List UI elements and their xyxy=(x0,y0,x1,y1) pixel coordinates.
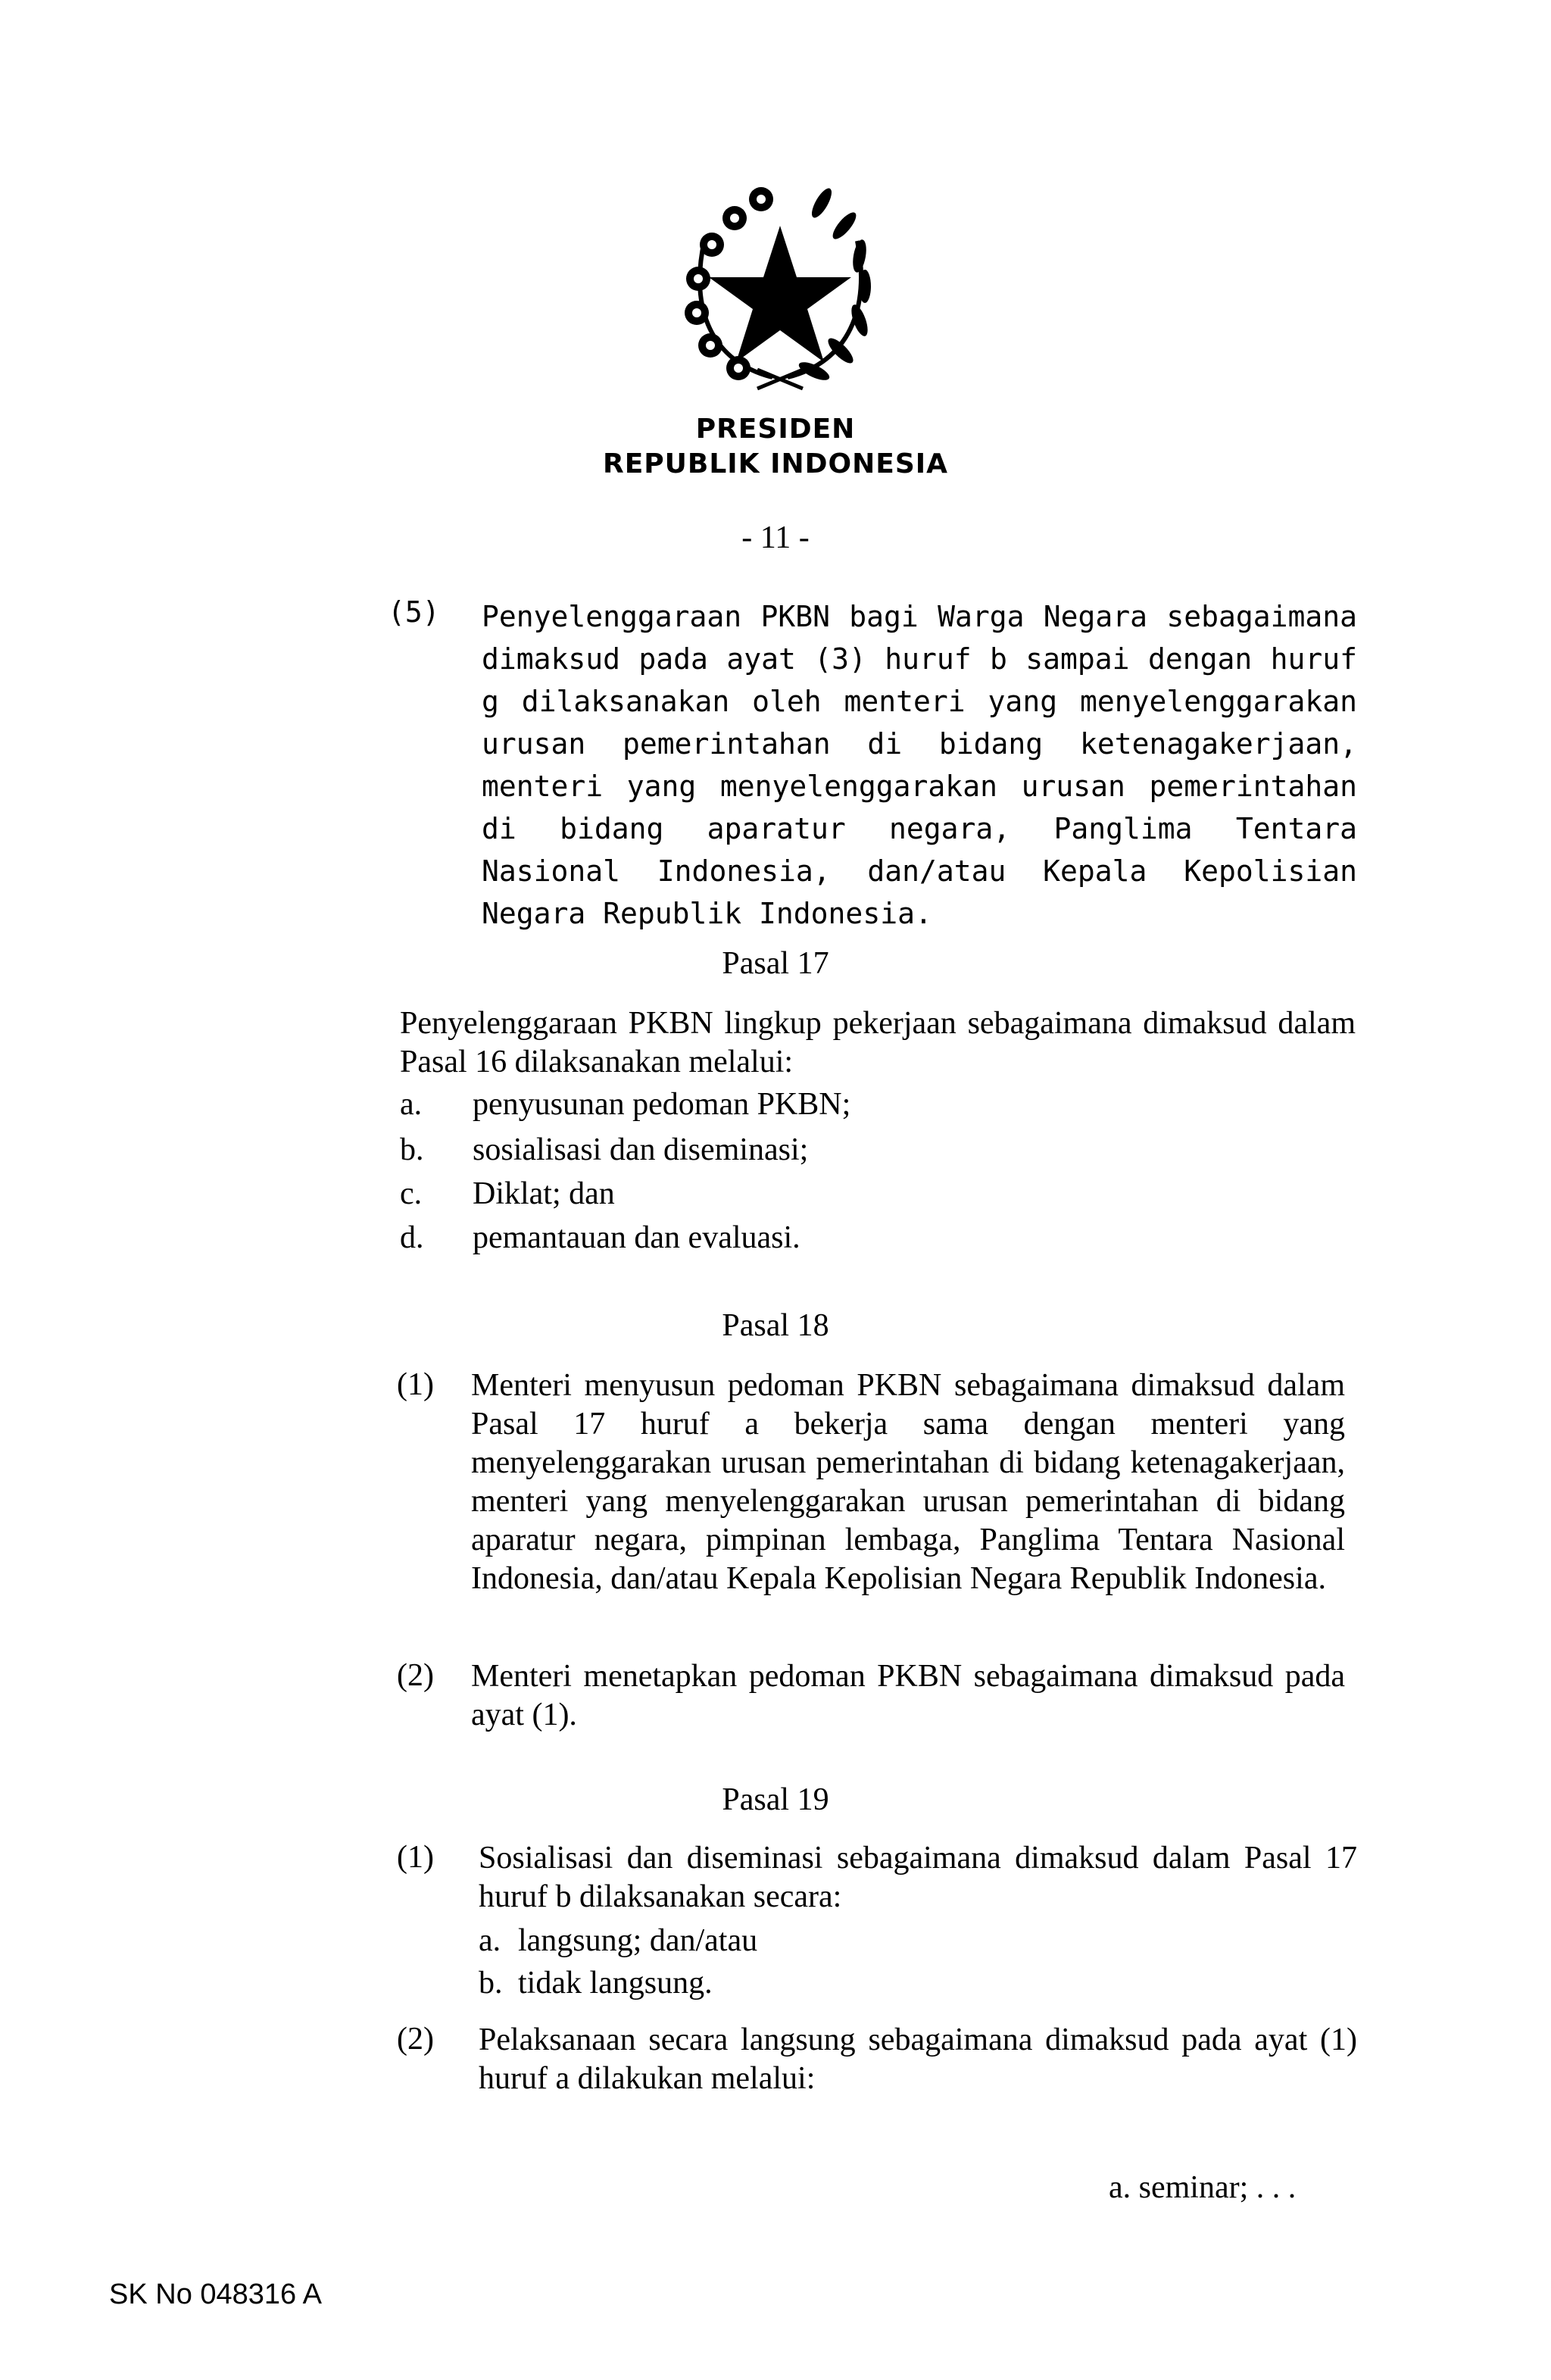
clause-text: Penyelenggaraan PKBN bagi Warga Negara sebagaimana dimaksud pada ayat (3) huruf b sampai dengan huruf g dilaksanakan oleh menteri yang menyelenggarakan urusan pemerintahan di bidang ketenagakerjaan, menteri yang menyelenggarakan urusan pemerintahan di bidang aparatur negara, Panglima Tentara Nasional Indonesia, dan/atau Kepala Kepolisian Negara Republik Indonesia. xyxy=(482,600,1357,930)
list-item-label: a. xyxy=(400,1087,423,1122)
clause-number: (5) xyxy=(388,595,440,629)
list-item-text: langsung; dan/atau xyxy=(518,1923,758,1958)
clause-number: (2) xyxy=(397,2022,434,2057)
clause-number: (2) xyxy=(397,1658,434,1693)
pasal-19-title: Pasal 19 xyxy=(722,1782,829,1817)
list-item-label: c. xyxy=(400,1176,423,1211)
sk-number: SK No 048316 A xyxy=(109,2278,322,2310)
list-item-label: b. xyxy=(400,1132,424,1167)
page-number: - 11 - xyxy=(741,520,810,555)
pasal-17-intro: Penyelenggaraan PKBN lingkup pekerjaan sebagaimana dimaksud dalam Pasal 16 dilaksanakan melalui: xyxy=(400,1006,1356,1079)
presidential-emblem-icon xyxy=(659,173,901,400)
list-item-text: sosialisasi dan diseminasi; xyxy=(473,1132,809,1167)
header-presiden: PRESIDEN xyxy=(695,414,856,445)
continuation-note: a. seminar; . . . xyxy=(1109,2170,1297,2205)
pasal-17-title: Pasal 17 xyxy=(722,946,829,981)
list-item-text: Diklat; dan xyxy=(473,1176,615,1211)
clause-text: Menteri menetapkan pedoman PKBN sebagaimana dimaksud pada ayat (1). xyxy=(471,1659,1345,1732)
header-republik-indonesia: REPUBLIK INDONESIA xyxy=(602,448,949,479)
list-item-label: d. xyxy=(400,1220,424,1255)
list-item-text: penyusunan pedoman PKBN; xyxy=(473,1087,851,1122)
clause-number: (1) xyxy=(397,1840,434,1875)
clause-number: (1) xyxy=(397,1367,434,1402)
clause-text: Sosialisasi dan diseminasi sebagaimana dimaksud dalam Pasal 17 huruf b dilaksanakan secara: xyxy=(479,1841,1357,1914)
list-item-label: a. xyxy=(479,1923,501,1958)
clause-text: Pelaksanaan secara langsung sebagaimana dimaksud pada ayat (1) huruf a dilakukan melalui: xyxy=(479,2022,1357,2096)
clause-text: Menteri menyusun pedoman PKBN sebagaimana dimaksud dalam Pasal 17 huruf a bekerja sama dengan menteri yang menyelenggarakan urusan pemerintahan di bidang ketenagakerjaan, menteri yang menyelenggarakan urusan pemerintahan di bidang aparatur negara, pimpinan lembaga, Panglima Tentara Nasional Indonesia, dan/atau Kepala Kepolisian Negara Republik Indonesia. xyxy=(471,1368,1345,1596)
list-item-text: tidak langsung. xyxy=(518,1966,713,2001)
list-item-label: b. xyxy=(479,1966,503,2001)
pasal-18-title: Pasal 18 xyxy=(722,1308,829,1343)
list-item-text: pemantauan dan evaluasi. xyxy=(473,1220,800,1255)
